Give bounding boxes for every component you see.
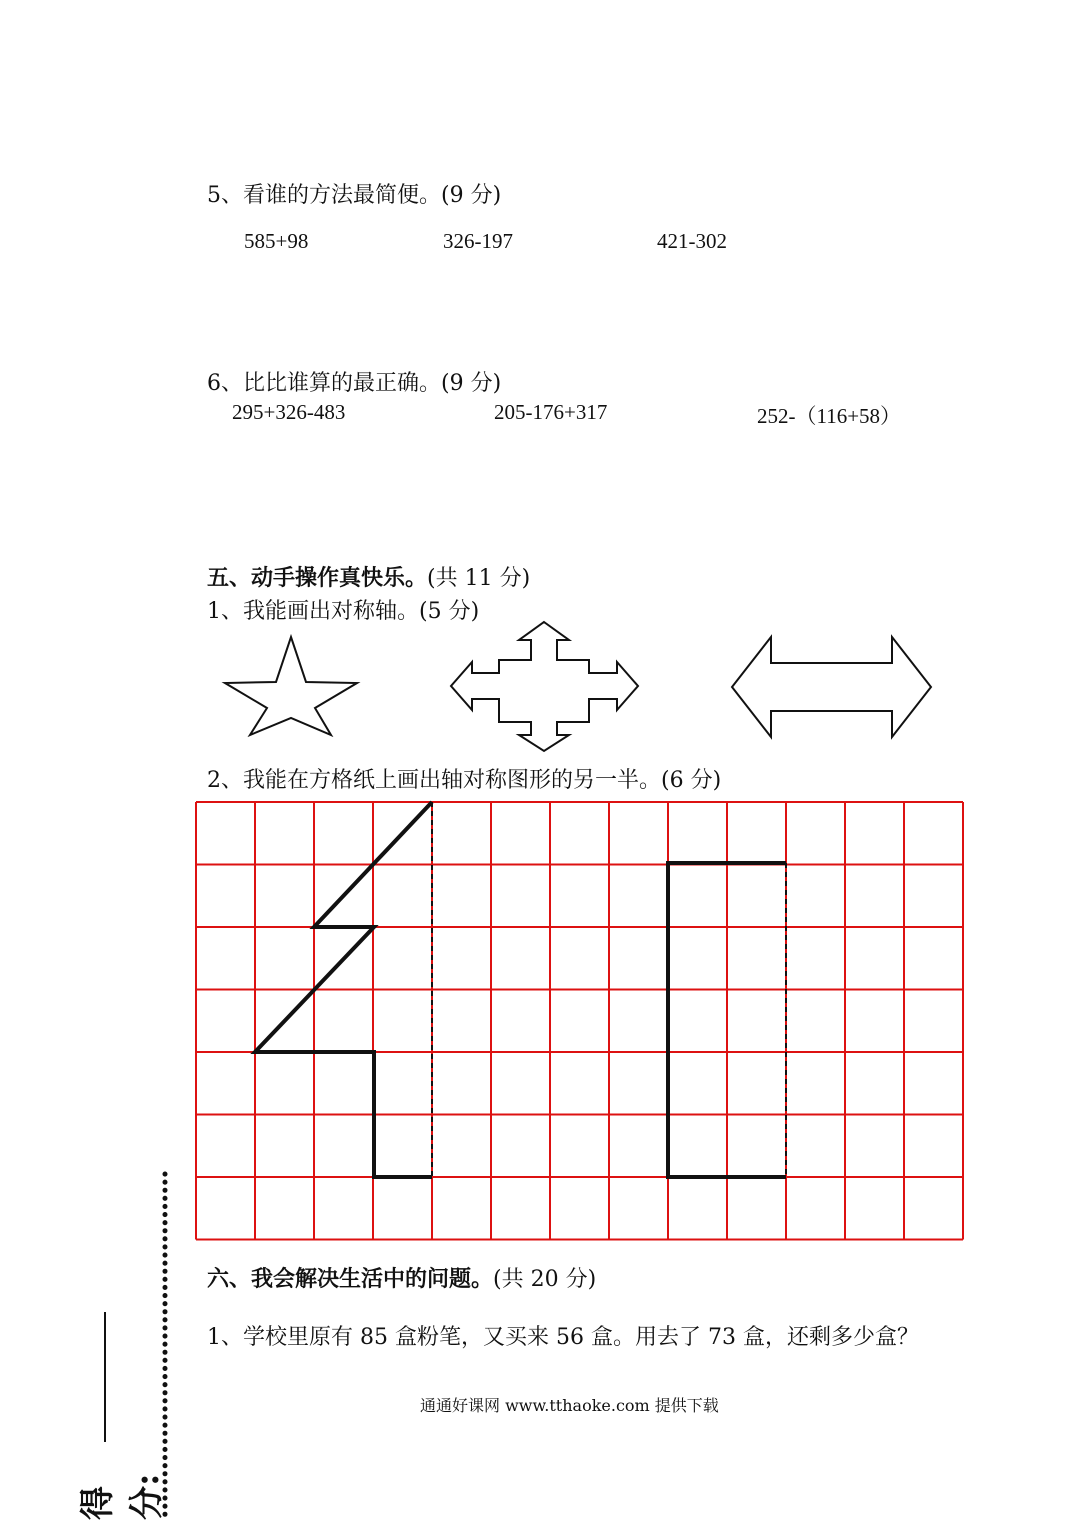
score-blank-line (100, 1312, 110, 1442)
section-5-heading (207, 561, 530, 592)
q5-expr-2: 326-197 (443, 229, 513, 253)
four-way-arrow-icon (449, 620, 641, 754)
grid-paper (194, 800, 966, 1242)
sec5-q2-title: 2、我能在方格纸上画出轴对称图形的另一半。(6 分) (207, 768, 722, 793)
binding-dotted-line (158, 1170, 172, 1518)
score-label: 得分: (78, 1473, 167, 1520)
section-6-points: (共 20 分) (493, 1267, 597, 1292)
q6-title: 6、比比谁算的最正确。(9 分) (207, 371, 502, 396)
q5-title: 5、看谁的方法最简便。(9 分) (207, 183, 502, 208)
footer-text: 通通好课网 www.tthaoke.com 提供下载 (420, 1396, 719, 1415)
section-6-heading (207, 1262, 596, 1293)
section-6-title: 六、我会解决生活中的问题。 (207, 1266, 494, 1292)
star-icon (220, 634, 360, 738)
q5-expr-3: 421-302 (657, 229, 727, 253)
section-5-points: (共 11 分) (427, 566, 531, 591)
q6-expr-1: 295+326-483 (232, 400, 346, 424)
q5-expr-1: 585+98 (244, 229, 309, 253)
double-arrow-icon (729, 634, 935, 740)
sec6-q1-text: 1、学校里原有 85 盒粉笔，又买来 56 盒。用去了 73 盒，还剩多少盒？ (207, 1325, 919, 1350)
sec5-q1-title: 1、我能画出对称轴。(5 分) (207, 599, 480, 624)
q6-expr-3: 252-（116+58） (757, 404, 902, 428)
section-5-title: 五、动手操作真快乐。 (207, 565, 428, 591)
q6-expr-2: 205-176+317 (494, 400, 608, 424)
